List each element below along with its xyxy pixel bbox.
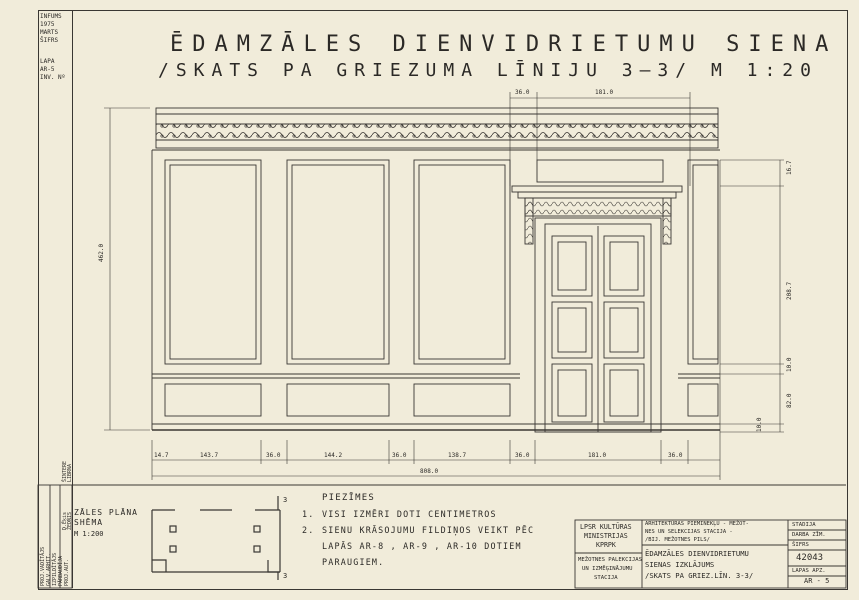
tb-arch-0: ARHITEKTŪRAS PIEMINEKĻU - MEŽOT- xyxy=(645,521,749,527)
dim-right-4: 10.0 xyxy=(756,417,763,432)
sig-name-1: ŽEDŅIS xyxy=(67,511,73,530)
sig-role-1: GALV.ARHIT. xyxy=(46,552,52,586)
sig-role-2: IZPILDĪTĀJS xyxy=(52,552,58,586)
tb-sheet-title-0: ĒDAMZĀLES DIENVIDRIETUMU xyxy=(645,549,749,558)
margin-label-5: AR-5 xyxy=(40,66,55,73)
sig-role-4: PROJ.AUT. xyxy=(64,558,70,586)
tb-arch-2: /BIJ. MEŽOTNES PILS/ xyxy=(645,537,710,543)
sig-role-3: PĀRBAUDĪJA xyxy=(58,555,64,586)
tb-right-2: ŠIFRS xyxy=(792,542,809,548)
notes-heading: PIEZĪMES xyxy=(322,493,375,503)
note-2-text: SIENU KRĀSOJUMU FILDIŅOS VEIKT PĒC xyxy=(322,525,535,535)
sig-role-0: PROJ.VADĪTĀJS xyxy=(40,546,46,586)
dim-top-0: 36.0 xyxy=(515,89,530,96)
dim-right-2: 10.0 xyxy=(786,357,793,372)
tb-project-0: MEŽOTNES PALEKCIJAS xyxy=(578,557,642,563)
cornice-top xyxy=(156,108,718,114)
dim-bottom-8: 36.0 xyxy=(668,452,683,459)
dim-bottom-6: 36.0 xyxy=(515,452,530,459)
tb-right-3: 42043 xyxy=(796,553,824,563)
dim-right-0: 16.7 xyxy=(786,160,793,175)
tb-ministry-1: MINISTRIJAS xyxy=(584,532,628,540)
margin-label-1: 1975 xyxy=(40,21,55,28)
dim-bottom-3: 144.2 xyxy=(324,452,343,459)
tb-sheet-title-2: /SKATS PA GRIEZ.LĪN. 3-3/ xyxy=(645,571,754,580)
note-1-text: VISI IZMĒRI DOTI CENTIMETROS xyxy=(322,509,497,519)
note-2-cont-1: LAPĀS AR-8 , AR-9 , AR-10 DOTIEM xyxy=(322,541,522,551)
dim-bottom-7: 181.0 xyxy=(588,452,607,459)
sig-name-3: LIBRNA xyxy=(67,463,73,482)
margin-label-6: INV. Nº xyxy=(40,74,66,81)
tb-project-2: STACIJA xyxy=(594,575,618,581)
note-2-number: 2. xyxy=(302,525,315,535)
sig-name-0: D.Ēķis xyxy=(62,511,68,530)
margin-label-4: LAPA xyxy=(40,58,55,65)
dim-bottom-0: 14.7 xyxy=(154,452,169,459)
tb-ministry-2: KPRPK xyxy=(596,541,616,549)
dim-bottom-1: 143.7 xyxy=(200,452,219,459)
plan-marker-top: 3 xyxy=(283,496,288,504)
sig-name-2: ŠINTERE xyxy=(62,460,68,482)
tb-arch-1: NES UN SELEKCIJAS STACIJA - xyxy=(645,529,733,535)
note-2-cont-2: PARAUGIEM. xyxy=(322,557,385,567)
dim-right-3: 82.0 xyxy=(786,393,793,408)
dim-right-1: 208.7 xyxy=(786,281,793,300)
tb-right-0: STADIJA xyxy=(792,522,816,528)
tb-ministry-0: LPSR KULTŪRAS xyxy=(580,523,632,531)
dim-bottom-5: 138.7 xyxy=(448,452,467,459)
margin-label-0: INFUMS xyxy=(40,13,62,20)
plan-scale: M 1:200 xyxy=(74,530,104,538)
margin-label-2: MARTS xyxy=(40,29,59,36)
tb-sheet-title-1: SIENAS IZKLĀJUMS xyxy=(645,560,715,569)
note-1-number: 1. xyxy=(302,509,315,519)
dim-bottom-4: 36.0 xyxy=(392,452,407,459)
tb-right-1: DARBA ZĪM. xyxy=(792,532,826,538)
tb-project-1: UN IZMĒĢINĀJUMU xyxy=(582,566,633,572)
dim-top-1: 181.0 xyxy=(595,89,614,96)
tb-right-5: AR - 5 xyxy=(804,577,830,585)
dim-total: 808.0 xyxy=(420,468,439,475)
plan-title: ZĀLES PLĀNA SHĒMA xyxy=(74,508,138,527)
drawing-title: ĒDAMZĀLES DIENVIDRIETUMU SIENA xyxy=(170,32,838,57)
plan-marker-bottom: 3 xyxy=(283,572,288,580)
tb-right-4: LAPAS APZ. xyxy=(792,568,826,574)
dim-left-height: 462.0 xyxy=(98,243,105,262)
dim-bottom-2: 36.0 xyxy=(266,452,281,459)
margin-label-3: ŠIFRS xyxy=(40,37,59,44)
drawing-subtitle: /SKATS PA GRIEZUMA LĪNIJU 3—3/ M 1:20 xyxy=(158,60,818,81)
